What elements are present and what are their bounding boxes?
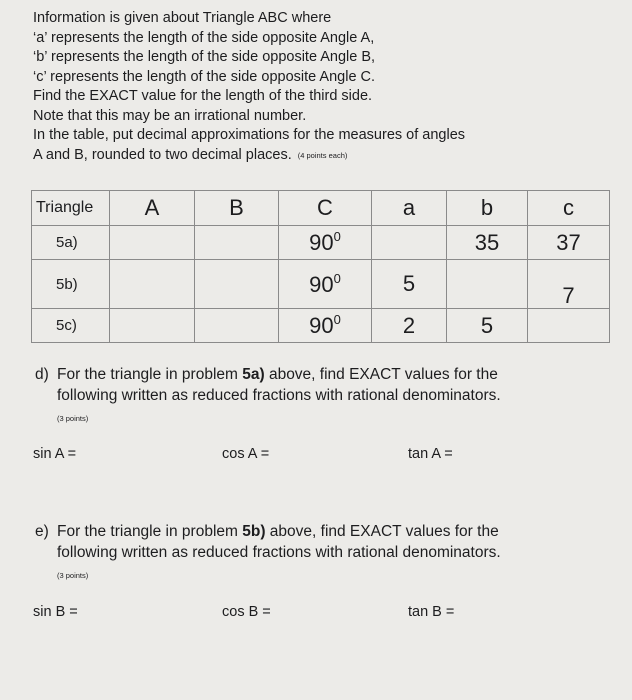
cell-side-c (528, 226, 610, 260)
cell-side-b[interactable] (447, 260, 528, 309)
intro-line: ‘c’ represents the length of the side opposite Angle C. (33, 68, 376, 85)
tan-a-label: tan A = (408, 446, 453, 462)
degree-mark: 0 (333, 270, 341, 286)
header-angle-a: A (110, 191, 195, 226)
part-e (35, 521, 615, 586)
intro-line: Find the EXACT value for the length of the third side. (33, 88, 373, 104)
part-d-line1 (35, 364, 615, 385)
intro-line: ‘a’ represents the length of the side opposite Angle A, (33, 29, 375, 46)
part-letter: d) (35, 366, 49, 383)
cell-side-a[interactable] (372, 226, 447, 260)
table-row (32, 260, 610, 309)
intro-line (33, 146, 623, 166)
part-d-line2: following written as reduced fractions with rational denominators. (57, 387, 501, 404)
part-text: For the triangle in problem (57, 366, 243, 383)
cell-angle-b[interactable] (195, 309, 279, 343)
header-side-a: a (372, 191, 447, 226)
points-note: (3 points) (57, 414, 89, 423)
cell-angle-b[interactable] (195, 260, 279, 309)
table-header-row (32, 191, 610, 226)
cell-side-a: 5 (372, 260, 447, 309)
angle-c-value: 90 (309, 271, 334, 297)
degree-mark: 0 (333, 229, 341, 244)
cell-angle-b[interactable] (195, 226, 279, 260)
angle-c-value: 90 (309, 230, 334, 255)
sin-a-label: sin A = (33, 446, 77, 462)
header-triangle: Triangle (32, 191, 110, 226)
problem-ref: 5b) (242, 523, 266, 540)
header-angle-b: B (195, 191, 279, 226)
cos-b-label: cos B = (222, 604, 271, 620)
part-e-line1 (35, 521, 615, 542)
row-label: 5b) (32, 260, 110, 309)
cell-angle-a[interactable] (110, 260, 195, 309)
row-label: 5c) (32, 309, 110, 343)
header-angle-c: C (279, 191, 372, 226)
cell-side-b: 5 (447, 309, 528, 343)
cell-angle-c (279, 260, 372, 309)
side-c-bottom: 7 (562, 283, 575, 308)
header-side-c: c (528, 191, 610, 226)
table-row (32, 309, 610, 343)
intro-line: ‘b’ represents the length of the side opposite Angle B, (33, 49, 376, 65)
header-side-b: b (447, 191, 528, 226)
problem-ref: 5a) (242, 366, 265, 383)
cos-a-label: cos A = (222, 446, 270, 462)
part-text: above, find EXACT values for the (264, 366, 498, 383)
side-c-top (528, 260, 609, 284)
part-text: For the triangle in problem (57, 523, 243, 540)
part-text: above, find EXACT values for the (265, 523, 499, 540)
cell-angle-c (279, 226, 372, 260)
intro-line-text: A and B, rounded to two decimal places. (33, 146, 292, 163)
cell-angle-a[interactable] (110, 309, 195, 343)
cell-side-c[interactable] (528, 309, 610, 343)
cell-side-b: 35 (447, 226, 528, 260)
part-letter: e) (35, 523, 49, 540)
cell-angle-c (279, 309, 372, 343)
angle-c-value: 90 (309, 313, 334, 338)
degree-mark: 0 (333, 312, 341, 327)
cell-angle-a[interactable] (110, 226, 195, 260)
row-label: 5a) (32, 226, 110, 260)
intro-line: Information is given about Triangle ABC where (33, 10, 332, 26)
points-note: (4 points each) (297, 150, 348, 160)
cell-side-a: 2 (372, 309, 447, 343)
triangle-table (31, 190, 610, 343)
part-e-line2: following written as reduced fractions with rational denominators. (57, 544, 501, 561)
side-c-top: 37 (556, 229, 581, 255)
part-d (35, 364, 615, 429)
sin-b-label: sin B = (33, 604, 78, 620)
intro-line: Note that this may be an irrational number. (33, 107, 307, 124)
instructions (33, 9, 623, 165)
intro-line: In the table, put decimal approximations for the measures of angles (33, 127, 466, 143)
tan-b-label: tan B = (408, 604, 455, 620)
cell-side-c (528, 260, 610, 309)
points-note: (3 points) (57, 571, 89, 580)
table-row (32, 226, 610, 260)
